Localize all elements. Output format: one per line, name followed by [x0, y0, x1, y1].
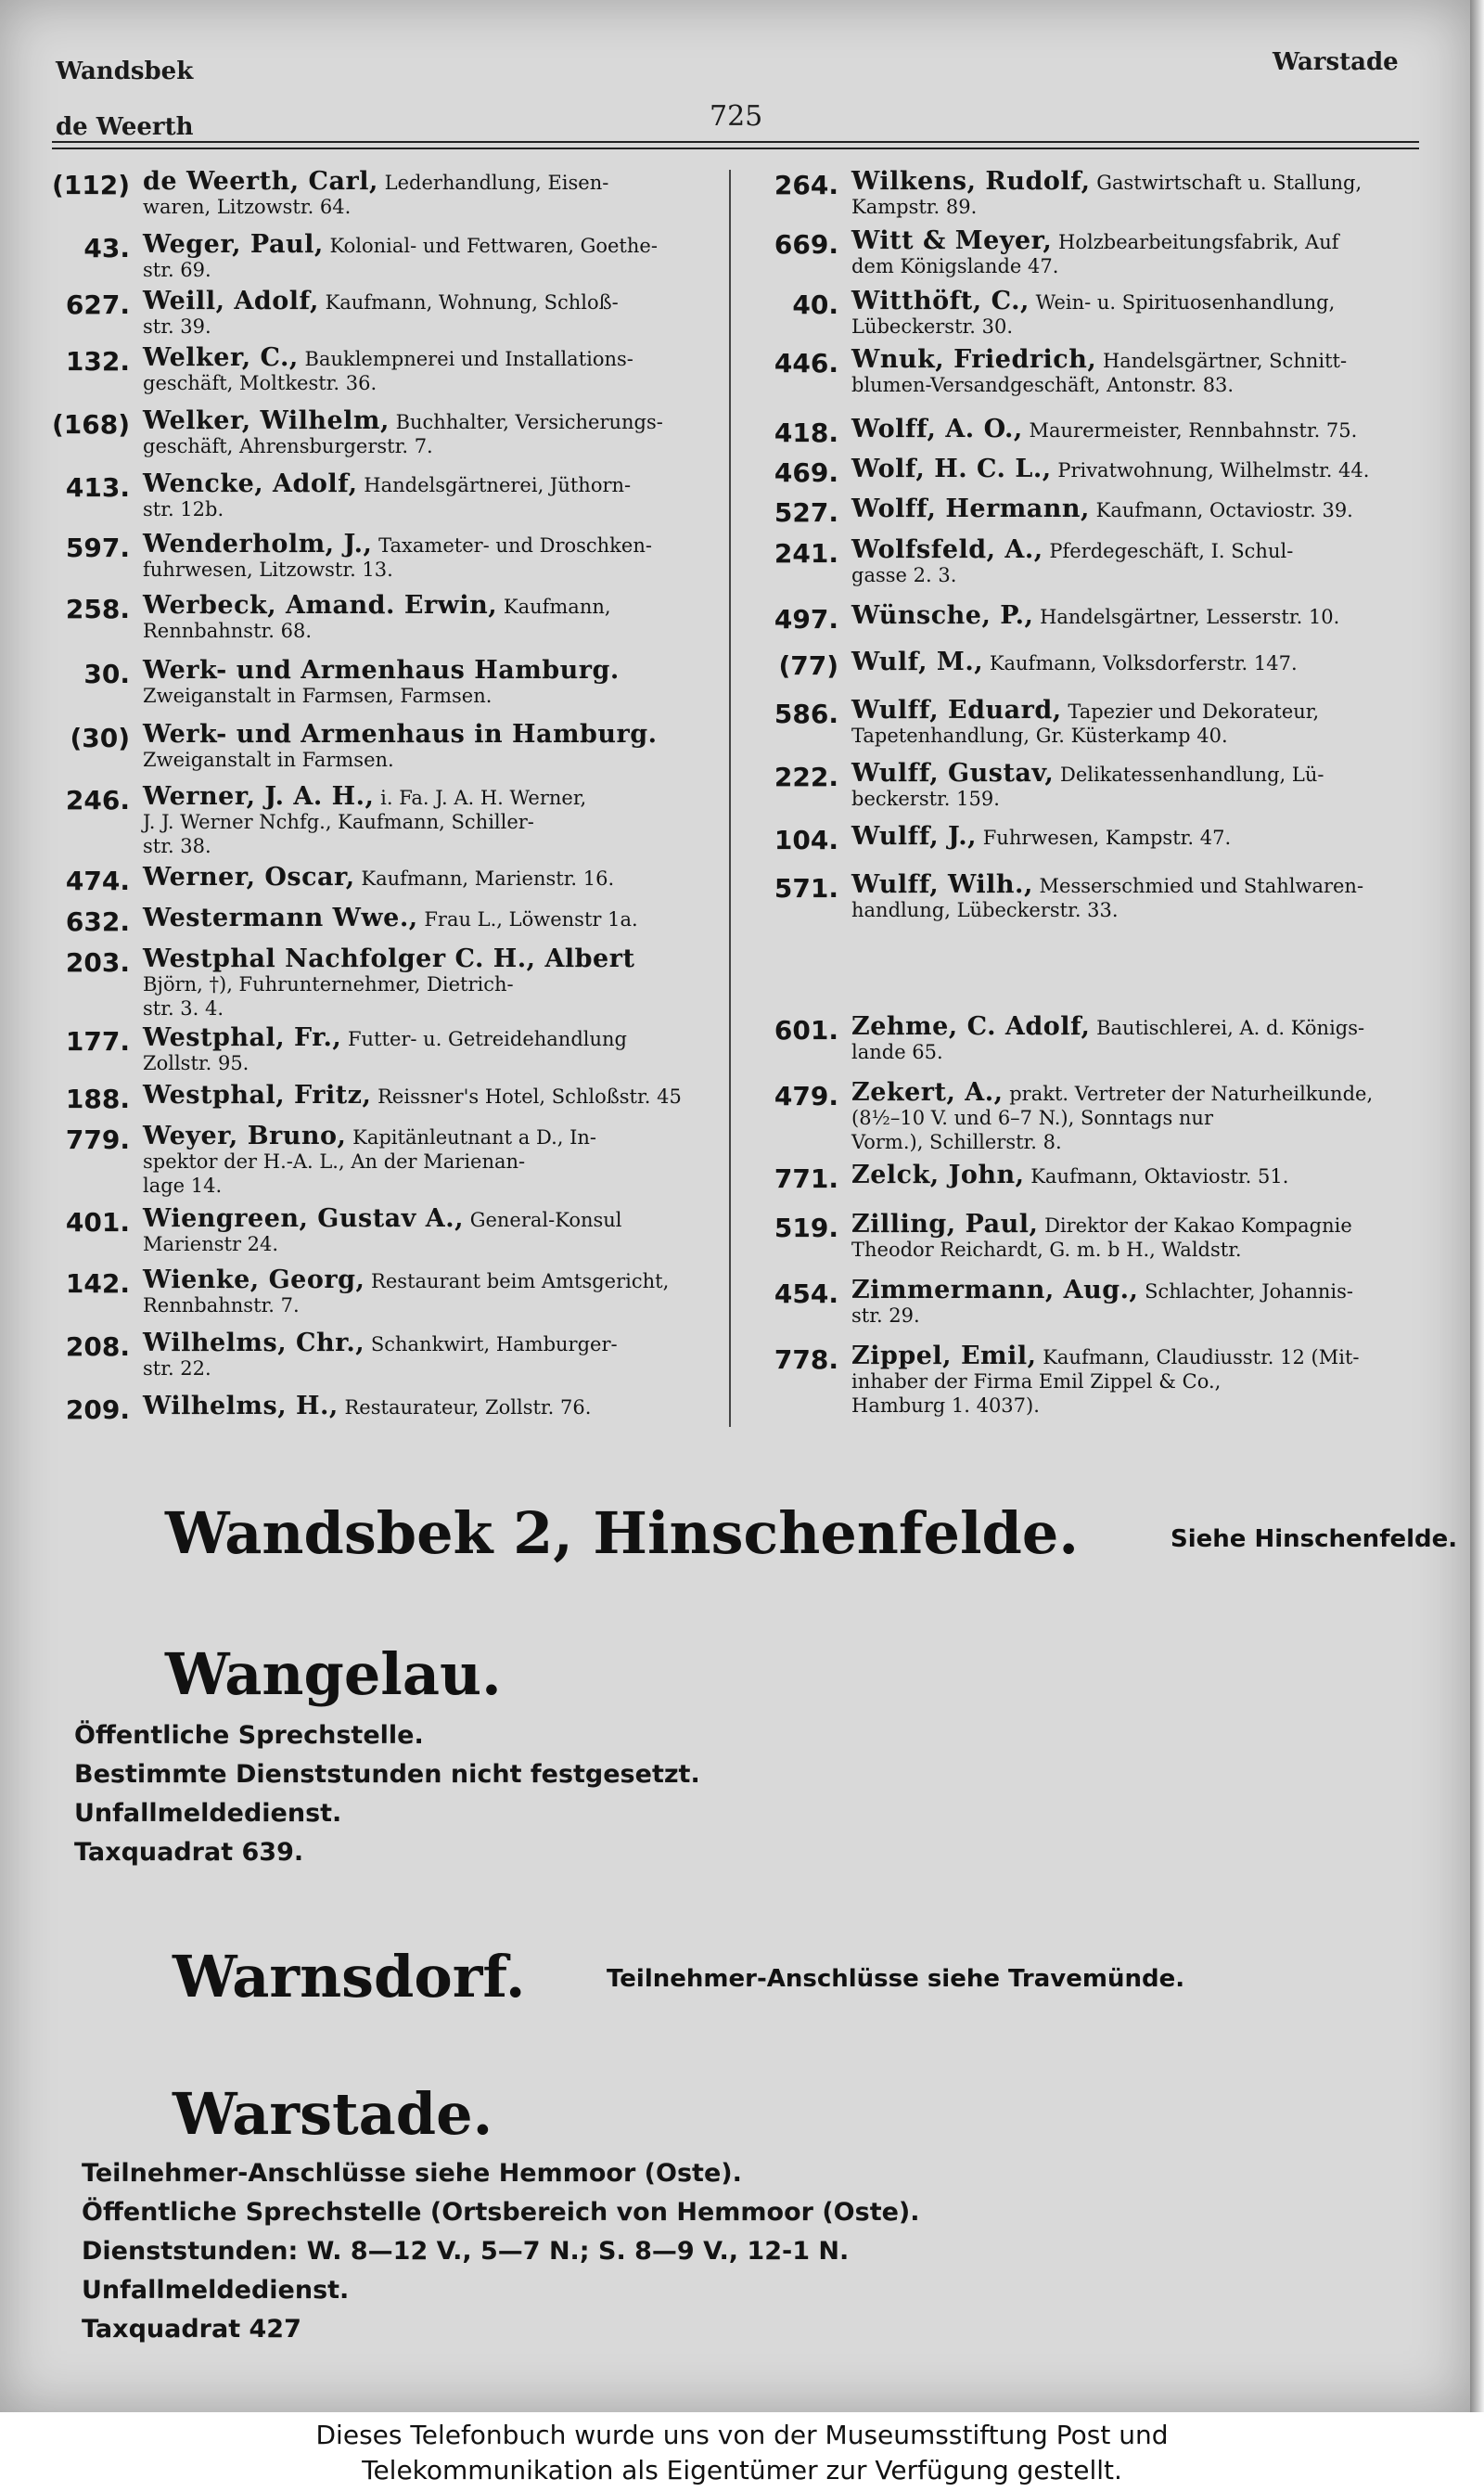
entry-details: Direktor der Kakao Kompagnie	[1044, 1214, 1352, 1237]
phone-number: 571.	[774, 873, 838, 904]
subscriber-name: Werbeck, Amand. Erwin,	[143, 591, 498, 620]
entry-details: Frau L., Löwenstr 1a.	[424, 908, 638, 931]
phone-number: 469.	[774, 457, 838, 488]
cross-reference: Teilnehmer-Anschlüsse siehe Travemünde.	[607, 1965, 1185, 1993]
entry-continuation: handlung, Lübeckerstr. 33.	[851, 899, 1119, 921]
entry-continuation: Tapetenhandlung, Gr. Küsterkamp 40.	[851, 725, 1228, 747]
entry-details: Kaufmann, Oktaviostr. 51.	[1030, 1165, 1289, 1188]
entry-details: Kapitänleutnant a D., In-	[352, 1126, 597, 1149]
directory-entry	[52, 406, 723, 458]
subscriber-name: Werk- und Armenhaus in Hamburg.	[143, 720, 658, 749]
directory-entry	[52, 230, 723, 282]
entry-text	[851, 1078, 1428, 1154]
subscriber-name: Wilhelms, H.,	[143, 1392, 339, 1420]
entry-continuation: str. 38.	[143, 835, 211, 857]
subscriber-name: Wilkens, Rudolf,	[851, 167, 1091, 196]
entry-continuation: Zweiganstalt in Farmsen.	[143, 749, 394, 771]
entry-continuation: fuhrwesen, Litzowstr. 13.	[143, 559, 393, 581]
place-heading-wandsbek2: Wandsbek 2, Hinschenfelde.	[165, 1499, 1079, 1567]
directory-entry	[761, 226, 1428, 278]
directory-entry	[52, 720, 723, 772]
directory-entry	[761, 1278, 1428, 1328]
subscriber-name: Zilling, Paul,	[851, 1210, 1039, 1239]
entry-continuation: Björn, †), Fuhrunternehmer, Dietrich-	[143, 973, 514, 996]
subscriber-name: Wolff, Hermann,	[851, 495, 1090, 523]
directory-entry	[761, 696, 1428, 748]
entry-continuation: str. 29.	[851, 1304, 920, 1327]
phone-number: 413.	[65, 472, 130, 503]
directory-entry	[761, 1012, 1428, 1064]
entry-details: Handelsgärtnerei, Jüthorn-	[364, 474, 632, 496]
directory-entry	[761, 457, 1428, 488]
entry-details: Kolonial- und Fettwaren, Goethe-	[329, 235, 658, 257]
phone-number: 43.	[83, 233, 130, 263]
detail-line: Taxquadrat 639.	[74, 1838, 304, 1867]
entry-text	[143, 343, 723, 395]
directory-entry	[52, 1124, 723, 1198]
entry-text	[143, 1023, 723, 1075]
phone-number: 601.	[774, 1015, 838, 1046]
subscriber-name: Weyer, Bruno,	[143, 1122, 347, 1150]
phone-number: 30.	[83, 659, 130, 689]
phone-number: 222.	[774, 762, 838, 792]
entry-details: Holzbearbeitungsfabrik, Auf	[1058, 231, 1339, 253]
phone-number: (30)	[70, 723, 130, 753]
subscriber-name: Werner, Oscar,	[143, 863, 355, 892]
directory-entry	[52, 863, 723, 896]
subscriber-name: Wolf, H. C. L.,	[851, 455, 1052, 483]
phone-number: 454.	[774, 1278, 838, 1309]
subscriber-name: Wienke, Georg,	[143, 1265, 365, 1294]
entry-text	[851, 1344, 1428, 1418]
footer-line: Dieses Telefonbuch wurde uns von der Museumsstiftung Post und	[315, 2420, 1169, 2450]
directory-entry	[761, 822, 1428, 855]
entry-text	[851, 289, 1428, 339]
phone-number: 208.	[65, 1331, 130, 1362]
entry-continuation: beckerstr. 159.	[851, 788, 1000, 810]
place-heading-warstade: Warstade.	[173, 2080, 493, 2148]
running-header-left-entry: de Weerth	[56, 113, 194, 141]
entry-text	[143, 1204, 723, 1256]
entry-details: Pferdegeschäft, I. Schul-	[1049, 540, 1294, 562]
entry-details: Taxameter- und Droschken-	[378, 534, 652, 557]
phone-number: 40.	[792, 289, 838, 320]
phone-number: 497.	[774, 604, 838, 635]
detail-line: Teilnehmer-Anschlüsse siehe Hemmoor (Oste).	[82, 2159, 742, 2188]
directory-entry	[761, 167, 1428, 219]
entry-continuation: str. 12b.	[143, 498, 224, 520]
subscriber-name: Zimmermann, Aug.,	[851, 1276, 1139, 1304]
entry-text	[143, 944, 723, 1021]
directory-entry	[52, 656, 723, 708]
phone-number: 778.	[774, 1344, 838, 1375]
entry-text	[851, 696, 1428, 748]
entry-text	[851, 1163, 1428, 1188]
subscriber-name: Wencke, Adolf,	[143, 469, 358, 498]
entry-continuation: blumen-Versandgeschäft, Antonstr. 83.	[851, 374, 1235, 396]
subscriber-name: Zekert, A.,	[851, 1078, 1004, 1107]
subscriber-name: de Weerth, Carl,	[143, 167, 378, 196]
entry-text	[851, 535, 1428, 587]
entry-text	[143, 591, 723, 643]
phone-number: 401.	[65, 1207, 130, 1238]
detail-line: Unfallmeldedienst.	[82, 2276, 350, 2305]
directory-entry	[761, 345, 1428, 397]
entry-details: Futter- u. Getreidehandlung	[347, 1028, 627, 1050]
entry-continuation: str. 69.	[143, 259, 211, 281]
entry-text	[851, 1210, 1428, 1262]
phone-number: 264.	[774, 170, 838, 200]
subscriber-name: Wolfsfeld, A.,	[851, 535, 1043, 564]
entry-continuation: str. 39.	[143, 315, 211, 338]
subscriber-name: Wiengreen, Gustav A.,	[143, 1204, 464, 1233]
entry-continuation: geschäft, Moltkestr. 36.	[143, 372, 377, 394]
entry-details: Maurermeister, Rennbahnstr. 75.	[1029, 419, 1358, 442]
entry-continuation: Kampstr. 89.	[851, 196, 978, 218]
entry-details: Messerschmied und Stahlwaren-	[1039, 875, 1364, 897]
entry-continuation: gasse 2. 3.	[851, 564, 957, 586]
phone-number: 246.	[65, 785, 130, 816]
entry-details: Kaufmann, Octaviostr. 39.	[1095, 499, 1353, 521]
directory-entry	[52, 469, 723, 521]
subscriber-name: Wulff, J.,	[851, 822, 978, 851]
entry-continuation: str. 22.	[143, 1357, 211, 1380]
entry-text	[143, 906, 723, 931]
entry-continuation: Hamburg 1. 4037).	[851, 1394, 1040, 1417]
entry-text	[143, 1081, 723, 1110]
directory-entry	[761, 601, 1428, 635]
entry-details: Restaurateur, Zollstr. 76.	[344, 1396, 592, 1419]
directory-entry	[52, 906, 723, 937]
directory-entry	[52, 1204, 723, 1256]
phone-number: 446.	[774, 348, 838, 379]
directory-entry	[761, 289, 1428, 339]
phone-number: 418.	[774, 417, 838, 448]
subscriber-name: Westphal, Fritz,	[143, 1081, 372, 1110]
entry-text	[851, 345, 1428, 397]
directory-entry	[761, 1210, 1428, 1262]
directory-entry	[761, 1163, 1428, 1194]
subscriber-name: Werner, J. A. H.,	[143, 782, 375, 811]
phone-number: 479.	[774, 1081, 838, 1111]
entry-text	[143, 230, 723, 282]
directory-entry	[52, 530, 723, 582]
entry-continuation: Marienstr 24.	[143, 1233, 279, 1255]
entry-text	[143, 167, 723, 219]
subscriber-name: Witt & Meyer,	[851, 226, 1053, 255]
entry-details: Gastwirtschaft u. Stallung,	[1096, 172, 1362, 194]
entry-continuation: Zweiganstalt in Farmsen, Farmsen.	[143, 685, 493, 707]
phone-number: 177.	[65, 1026, 130, 1057]
subscriber-name: Witthöft, C.,	[851, 287, 1030, 315]
subscriber-name: Wulff, Eduard,	[851, 696, 1062, 725]
directory-entry	[761, 870, 1428, 922]
phone-number: 771.	[774, 1163, 838, 1194]
phone-number: 527.	[774, 497, 838, 528]
directory-entry	[52, 289, 723, 339]
running-header-left: Wandsbek	[56, 58, 194, 85]
directory-entry	[761, 497, 1428, 528]
subscriber-name: Weill, Adolf,	[143, 287, 319, 315]
subscriber-name: Weger, Paul,	[143, 230, 324, 259]
phone-number: 779.	[65, 1124, 130, 1155]
phone-number: 632.	[65, 906, 130, 937]
subscriber-name: Wünsche, P.,	[851, 601, 1034, 630]
entry-text	[143, 1331, 723, 1381]
directory-entry	[52, 1394, 723, 1425]
entry-text	[143, 720, 723, 772]
entry-text	[851, 650, 1428, 675]
place-heading-wangelau: Wangelau.	[165, 1640, 502, 1708]
phone-number: 188.	[65, 1084, 130, 1114]
entry-text	[143, 1124, 723, 1198]
directory-entry	[52, 782, 723, 858]
subscriber-name: Westphal, Fr.,	[143, 1023, 342, 1052]
directory-entry	[761, 759, 1428, 811]
subscriber-name: Wilhelms, Chr.,	[143, 1329, 365, 1357]
phone-number: 132.	[65, 346, 130, 377]
subscriber-name: Westphal Nachfolger C. H., Albert	[143, 944, 635, 973]
phone-number: 209.	[65, 1394, 130, 1425]
subscriber-name: Zippel, Emil,	[851, 1342, 1037, 1370]
entry-continuation: lage 14.	[143, 1175, 223, 1197]
subscriber-name: Wolff, A. O.,	[851, 415, 1023, 443]
directory-entry	[761, 1344, 1428, 1418]
entry-details: prakt. Vertreter der Naturheilkunde,	[1009, 1083, 1374, 1105]
phone-number: 586.	[774, 699, 838, 729]
entry-details: i. Fa. J. A. H. Werner,	[380, 787, 587, 809]
subscriber-name: Wulff, Gustav,	[851, 759, 1055, 788]
footer-line: Telekommunikation als Eigentümer zur Verfügung gestellt.	[362, 2455, 1122, 2486]
directory-entry	[52, 167, 723, 219]
entry-continuation: str. 3. 4.	[143, 997, 224, 1020]
entry-text	[143, 1394, 723, 1419]
entry-text	[851, 601, 1428, 630]
entry-details: Fuhrwesen, Kampstr. 47.	[982, 827, 1232, 849]
entry-text	[143, 656, 723, 708]
entry-details: Reissner's Hotel, Schloßstr. 45	[377, 1085, 682, 1108]
entry-details: Schankwirt, Hamburger-	[370, 1333, 618, 1355]
header-rule	[52, 141, 1419, 143]
entry-continuation: lande 65.	[851, 1041, 943, 1063]
subscriber-name: Zehme, C. Adolf,	[851, 1012, 1091, 1041]
header-rule-double	[52, 148, 1419, 149]
entry-details: General-Konsul	[469, 1209, 622, 1231]
entry-text	[851, 1278, 1428, 1328]
directory-entry	[52, 1265, 723, 1317]
entry-text	[143, 469, 723, 521]
entry-details: Bauklempnerei und Installations-	[304, 348, 633, 370]
directory-entry	[52, 1081, 723, 1114]
phone-number: 142.	[65, 1268, 130, 1299]
entry-details: Handelsgärtner, Schnitt-	[1102, 350, 1348, 372]
phone-number: (77)	[778, 650, 838, 681]
detail-line: Öffentliche Sprechstelle.	[74, 1721, 424, 1750]
entry-details: Delikatessenhandlung, Lü-	[1059, 764, 1324, 786]
entry-continuation: Rennbahnstr. 68.	[143, 620, 312, 642]
subscriber-name: Westermann Wwe.,	[143, 904, 418, 932]
directory-entry	[761, 1078, 1428, 1154]
entry-text	[143, 782, 723, 858]
entry-details: Wein- u. Spirituosenhandlung,	[1035, 291, 1336, 314]
phone-number: (112)	[52, 170, 131, 200]
entry-details: Buchhalter, Versicherungs-	[395, 411, 663, 433]
entry-continuation: Theodor Reichardt, G. m. b H., Waldstr.	[851, 1239, 1242, 1261]
subscriber-name: Wenderholm, J.,	[143, 530, 373, 559]
entry-text	[143, 1265, 723, 1317]
subscriber-name: Zelck, John,	[851, 1161, 1025, 1189]
entry-text	[851, 1012, 1428, 1064]
entry-text	[851, 822, 1428, 851]
entry-continuation: waren, Litzowstr. 64.	[143, 196, 352, 218]
entry-continuation: Zollstr. 95.	[143, 1052, 249, 1074]
entry-text	[143, 406, 723, 458]
entry-text	[143, 863, 723, 892]
directory-entry	[761, 650, 1428, 681]
phone-number: 669.	[774, 229, 838, 260]
subscriber-name: Werk- und Armenhaus Hamburg.	[143, 656, 620, 685]
entry-details: Kaufmann, Claudiusstr. 12 (Mit-	[1043, 1346, 1360, 1368]
entry-continuation: Rennbahnstr. 7.	[143, 1294, 300, 1317]
entry-details: Privatwohnung, Wilhelmstr. 44.	[1057, 459, 1370, 482]
directory-entry	[52, 591, 723, 643]
phone-number: 258.	[65, 594, 130, 624]
page-number: 725	[710, 100, 763, 133]
entry-continuation: inhaber der Firma Emil Zippel & Co.,	[851, 1370, 1222, 1393]
directory-entry	[761, 417, 1428, 448]
entry-continuation: geschäft, Ahrensburgerstr. 7.	[143, 435, 433, 457]
running-header-right: Warstade	[1273, 48, 1399, 76]
entry-text	[851, 497, 1428, 522]
entry-text	[851, 226, 1428, 278]
wangelau-details	[74, 1716, 700, 1872]
entry-continuation: spektor der H.-A. L., An der Marienan-	[143, 1150, 526, 1173]
detail-line: Taxquadrat 427	[82, 2315, 301, 2344]
entry-text	[851, 759, 1428, 811]
footer-notice	[0, 2412, 1484, 2492]
entry-details: Tapezier und Dekorateur,	[1068, 700, 1320, 723]
directory-entry	[761, 535, 1428, 587]
phone-number: 474.	[65, 866, 130, 896]
directory-entry	[52, 1331, 723, 1381]
entry-continuation: Vorm.), Schillerstr. 8.	[851, 1131, 1062, 1153]
phone-number: 241.	[774, 538, 838, 569]
place-heading-warnsdorf: Warnsdorf.	[173, 1943, 526, 2010]
entry-text	[851, 870, 1428, 922]
entry-details: Handelsgärtner, Lesserstr. 10.	[1040, 606, 1340, 628]
warstade-details	[82, 2154, 920, 2349]
subscriber-name: Wulf, M.,	[851, 648, 984, 676]
entry-details: Kaufmann,	[503, 596, 611, 618]
phone-number: (168)	[52, 409, 131, 440]
detail-line: Unfallmeldedienst.	[74, 1799, 342, 1828]
page-edge-shadow	[1470, 0, 1484, 2412]
subscriber-name: Wnuk, Friedrich,	[851, 345, 1097, 374]
entry-details: Kaufmann, Marienstr. 16.	[361, 867, 615, 890]
entry-continuation: (8½–10 V. und 6–7 N.), Sonntags nur	[851, 1107, 1213, 1129]
phone-number: 627.	[65, 289, 130, 320]
entry-details: Restaurant beim Amtsgericht,	[371, 1270, 670, 1292]
entry-continuation: Lübeckerstr. 30.	[851, 315, 1013, 338]
entry-text	[851, 167, 1428, 219]
entry-details: Lederhandlung, Eisen-	[384, 172, 609, 194]
directory-entry	[52, 1023, 723, 1075]
subscriber-name: Welker, C.,	[143, 343, 299, 372]
detail-line: Bestimmte Dienststunden nicht festgesetzt.	[74, 1760, 700, 1789]
subscriber-name: Welker, Wilhelm,	[143, 406, 390, 435]
entry-text	[851, 457, 1428, 482]
entry-details: Kaufmann, Volksdorferstr. 147.	[989, 652, 1298, 674]
entry-text	[143, 289, 723, 339]
entry-continuation: dem Königslande 47.	[851, 255, 1059, 277]
detail-line: Dienststunden: W. 8—12 V., 5—7 N.; S. 8—9 V., 12-1 N.	[82, 2237, 850, 2266]
phone-number: 203.	[65, 947, 130, 978]
phone-number: 104.	[774, 825, 838, 855]
subscriber-name: Wulff, Wilh.,	[851, 870, 1033, 899]
phone-number: 519.	[774, 1213, 838, 1243]
entry-details: Kaufmann, Wohnung, Schloß-	[325, 291, 619, 314]
phone-number: 597.	[65, 533, 130, 563]
column-divider	[729, 170, 731, 1427]
cross-reference: Siehe Hinschenfelde.	[1171, 1525, 1458, 1553]
directory-entry	[52, 343, 723, 395]
detail-line: Öffentliche Sprechstelle (Ortsbereich von Hemmoor (Oste).	[82, 2198, 920, 2227]
entry-text	[143, 530, 723, 582]
entry-continuation: J. J. Werner Nchfg., Kaufmann, Schiller-	[143, 811, 534, 833]
entry-details: Schlachter, Johannis-	[1145, 1280, 1353, 1303]
directory-entry	[52, 944, 723, 1021]
entry-details: Bautischlerei, A. d. Königs-	[1096, 1017, 1365, 1039]
entry-text	[851, 417, 1428, 443]
